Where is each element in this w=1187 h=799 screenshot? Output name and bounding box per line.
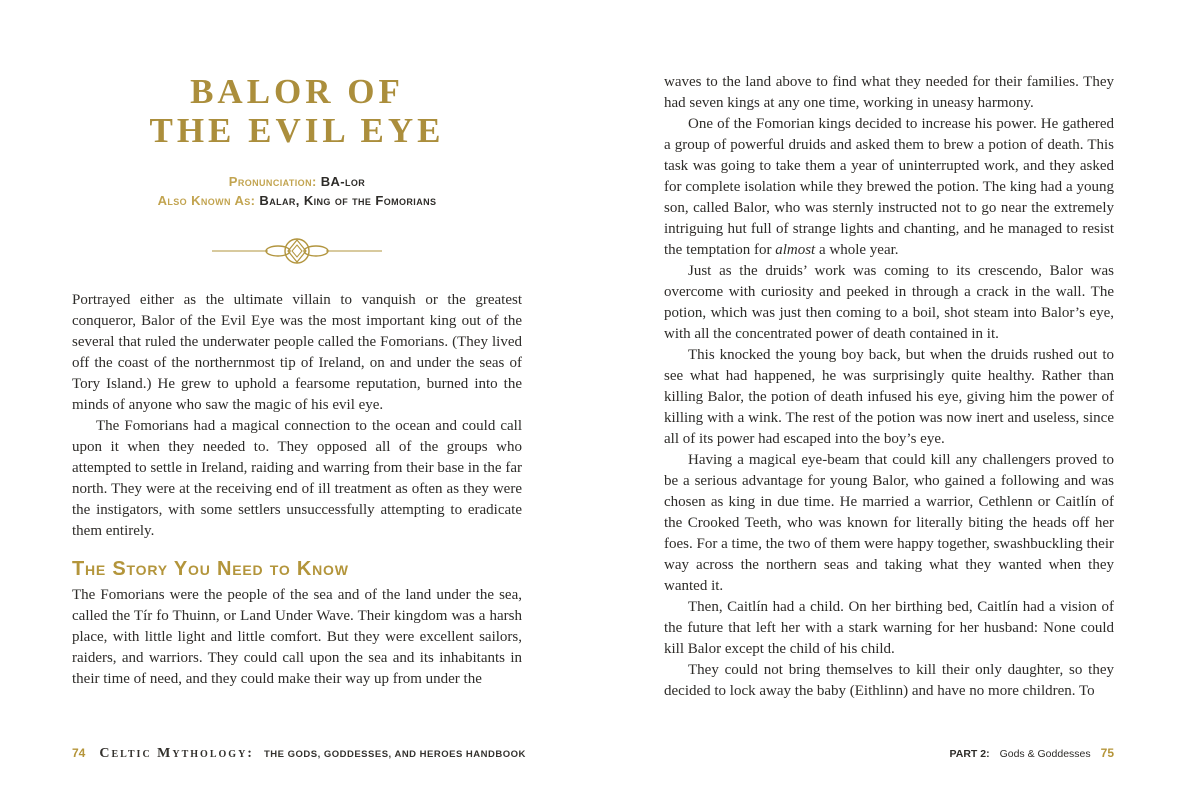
- pronunciation-line: [72, 172, 522, 191]
- paragraph: They could not bring themselves to kill their only daughter, so they decided to lock away the baby (Eithlinn) and have no more children. To: [664, 662, 1114, 699]
- book-subtitle: THE GODS, GODDESSES, AND HEROES HANDBOOK: [263, 749, 526, 760]
- chapter-title-line-2: THE EVIL EYE: [149, 111, 445, 150]
- part-label: PART 2:: [949, 748, 990, 760]
- paragraph-text: One of the Fomorian kings decided to increase his power. He gathered a group of powerful druids and asked them to brew a potion of death. This task was going to take them a year of uninterrupted work, and they asked for complete isolation while they brewed the potion. The king had a young son, called Balor, who was sternly instructed not to go near the extremely intriguing hut full of strange lights and chanting, and he managed to resist the temptation for: [664, 116, 1114, 258]
- pronunciation-label: Pronunciation:: [228, 174, 317, 189]
- part-title: Gods & Goddesses: [999, 748, 1091, 760]
- celtic-knot-divider-icon: [212, 236, 382, 266]
- right-footer: [950, 746, 1114, 760]
- also-known-as-value: Balar, King of the Fomorians: [259, 193, 437, 208]
- book-page-left: [72, 0, 526, 799]
- chapter-title: [72, 72, 522, 150]
- paragraph: This knocked the young boy back, but when the druids rushed out to see what had happened, he was surprisingly quite healthy. Rather than killing Balor, the potion of death infused his eye, giving him the power of killing with a wink. The rest of the potion was now inert and useless, since all of its power had escaped into the boy’s eye.: [664, 347, 1114, 447]
- paragraph-italic-text: almost: [775, 242, 816, 258]
- page-number: 75: [1100, 746, 1114, 760]
- chapter-title-line-1: BALOR OF: [190, 72, 404, 111]
- paragraph: Portrayed either as the ultimate villain to vanquish or the greatest conqueror, Balor of the Evil Eye was the most important king out of the several that ruled the underwater people called the Fomorians. (They lived off the coast of the northernmost tip of Ireland, on and under the seas of Tory Island.) He grew to uphold a fearsome reputation, burned into the minds of anyone who saw the magic of his evil eye.: [72, 292, 522, 413]
- paragraph: Then, Caitlín had a child. On her birthing bed, Caitlín had a vision of the future that left her with a stark warning for her husband: None could kill Balor except the child of his child.: [664, 599, 1114, 657]
- also-known-as-label: Also Known As:: [157, 193, 256, 208]
- pronunciation-value: BA-lor: [320, 174, 366, 189]
- paragraph: The Fomorians were the people of the sea and of the land under the sea, called the Tír fo Thuinn, or Land Under Wave. Their kingdom was a harsh place, with little light and little comfort. But they were excellent sailors, raiders, and warriors. They could call upon the sea and its inhabitants in their time of need, and they could make their way up from under the: [72, 587, 522, 687]
- book-title: Celtic Mythology:: [99, 746, 254, 761]
- section-divider: [72, 236, 522, 266]
- left-footer: [72, 746, 526, 762]
- paragraph: Having a magical eye-beam that could kill any challengers proved to be a serious advantage for young Balor, who gained a following and was chosen as king in due time. He married a warrior, Cethlenn or Caitlín of the Crooked Teeth, who was known for literally biting the heads off her foes. For a time, the two of them were happy together, swashbuckling their way across the northern seas and taking what they wanted when they wanted it.: [664, 452, 1114, 594]
- paragraph: waves to the land above to find what they needed for their families. They had seven kings at any one time, working in uneasy harmony.: [664, 74, 1114, 111]
- also-known-as-line: [72, 191, 522, 210]
- paragraph-text: a whole year.: [815, 242, 899, 258]
- pronunciation-block: [72, 172, 522, 210]
- paragraph: [664, 114, 1114, 261]
- book-page-right: [664, 0, 1114, 799]
- paragraph: The Fomorians had a magical connection to the ocean and could call upon it when they needed to. They opposed all of the groups who attempted to settle in Ireland, raiding and warring from their base in the far north. They were at the receiving end of ill treatment as often as they were the instigators, with some settlers unsuccessfully attempting to eradicate them entirely.: [72, 418, 522, 539]
- section-heading: The Story You Need to Know: [72, 558, 349, 580]
- paragraph: Just as the druids’ work was coming to its crescendo, Balor was overcome with curiosity and peeked in through a crack in the wall. The potion, which was just then coming to a boil, shot steam into Balor’s eye, with all the concentrated power of death contained in it.: [664, 263, 1114, 342]
- page-number: 74: [72, 746, 86, 760]
